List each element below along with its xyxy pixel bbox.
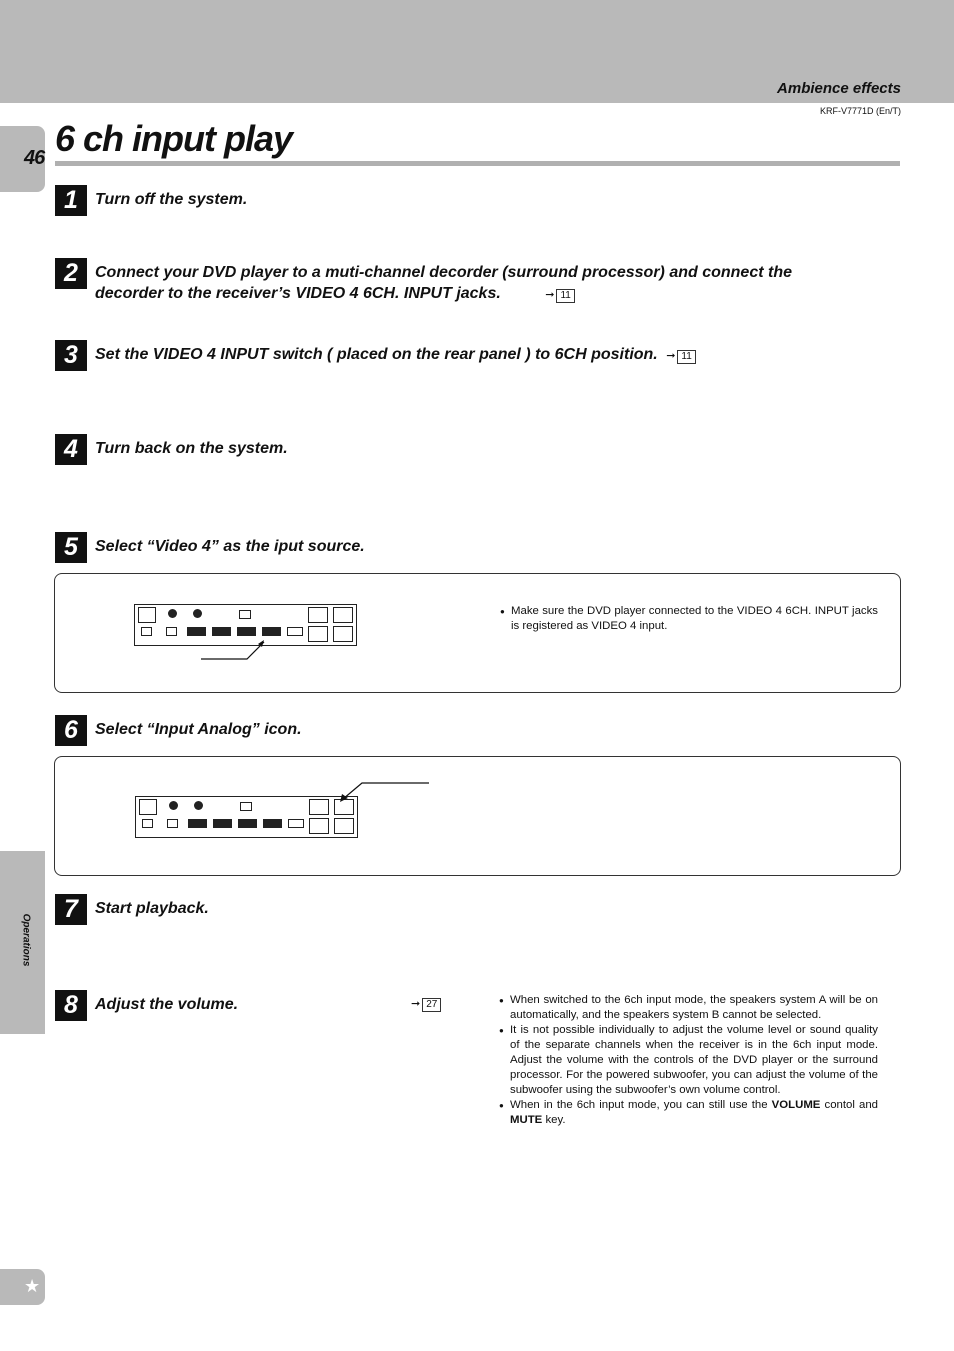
display-box (333, 626, 353, 642)
model-number: KRF-V7771D (En/T) (819, 106, 901, 116)
step-text-5: Select “Video 4” as the iput source. (95, 538, 365, 555)
title-rule (55, 161, 900, 166)
section-title: Ambience effects (777, 80, 901, 97)
input-icon (167, 819, 178, 828)
step5-note (500, 604, 878, 634)
input-icon (213, 819, 232, 828)
input-icon (141, 627, 152, 636)
speaker-a-icon (168, 609, 177, 618)
page-ref: ➞ 27 (411, 997, 441, 1012)
page-ref: ➞ 11 (545, 285, 575, 306)
speaker-a-icon (169, 801, 178, 810)
step5-panel (54, 573, 901, 693)
step-number-5: 5 (55, 532, 87, 563)
input-icon (288, 819, 304, 828)
step6-panel (54, 756, 901, 876)
step-number-7: 7 (55, 894, 87, 925)
display-box (309, 799, 329, 815)
tape-icon (239, 610, 251, 619)
input-icon (166, 627, 177, 636)
step-text-2-line1: Connect your DVD player to a muti-channel decorder (surround processor) and connect the (95, 264, 792, 281)
page-number: 46 (24, 147, 45, 169)
step-text-4: Turn back on the system. (95, 440, 288, 457)
book-icon: 11 (556, 289, 574, 303)
tape-icon (240, 802, 252, 811)
note-item: ● When switched to the 6ch input mode, the speakers system A will be on automatically, and the speakers system B cannot be selected. (499, 993, 878, 1023)
step-text-2 (95, 262, 792, 306)
input-icon (238, 819, 257, 828)
step-text-8: Adjust the volume. (95, 996, 239, 1013)
pointer-arrow (335, 777, 435, 807)
display-box (334, 818, 354, 834)
display-box (333, 607, 353, 623)
speaker-b-icon (194, 801, 203, 810)
step-number-1: 1 (55, 185, 87, 216)
display-illustration (135, 796, 358, 838)
step-text-1: Turn off the system. (95, 191, 248, 208)
note-item: ● When in the 6ch input mode, you can still use the VOLUME contol and MUTE key. (499, 1098, 878, 1128)
page-ref: ➞ 11 (666, 346, 696, 367)
display-box (308, 626, 328, 642)
step-number-6: 6 (55, 715, 87, 746)
step-number-3: 3 (55, 340, 87, 371)
pointer-arrow (195, 632, 275, 662)
display-segment (139, 799, 157, 815)
step8-notes (499, 993, 878, 1128)
step-number-4: 4 (55, 434, 87, 465)
speaker-b-icon (193, 609, 202, 618)
side-label: Operations (20, 913, 32, 967)
star-icon: ★ (24, 1276, 41, 1296)
note-item: ● Make sure the DVD player connected to the VIDEO 4 6CH. INPUT jacks is registered as VIDEO 4 input. (500, 604, 878, 634)
book-icon: 11 (677, 350, 695, 364)
display-box (309, 818, 329, 834)
display-segment (138, 607, 156, 623)
step-text-7: Start playback. (95, 900, 209, 917)
page-title: 6 ch input play (55, 118, 293, 159)
step-text-6: Select “Input Analog” icon. (95, 721, 302, 738)
step-text-2-line2: decorder to the receiver’s VIDEO 4 6CH. INPUT jacks. ➞ 11 (95, 283, 792, 306)
book-icon: 27 (422, 998, 441, 1012)
step-number-2: 2 (55, 258, 87, 289)
note-item: ● It is not possible individually to adjust the volume level or sound quality of the separate channels when the receiver is in the 6ch input mode. Adjust the volume with the controls of the DVD player or the surround processor. For the powered subwoofer, you can adjust the volume of the subwoofer using the subwoofer’s own volume control. (499, 1023, 878, 1098)
input-icon (188, 819, 207, 828)
step-text-3: Set the VIDEO 4 INPUT switch ( placed on the rear panel ) to 6CH position. ➞ 11 (95, 344, 696, 367)
input-icon (142, 819, 153, 828)
display-box (308, 607, 328, 623)
step-number-8: 8 (55, 990, 87, 1021)
input-icon (287, 627, 303, 636)
input-icon (263, 819, 282, 828)
